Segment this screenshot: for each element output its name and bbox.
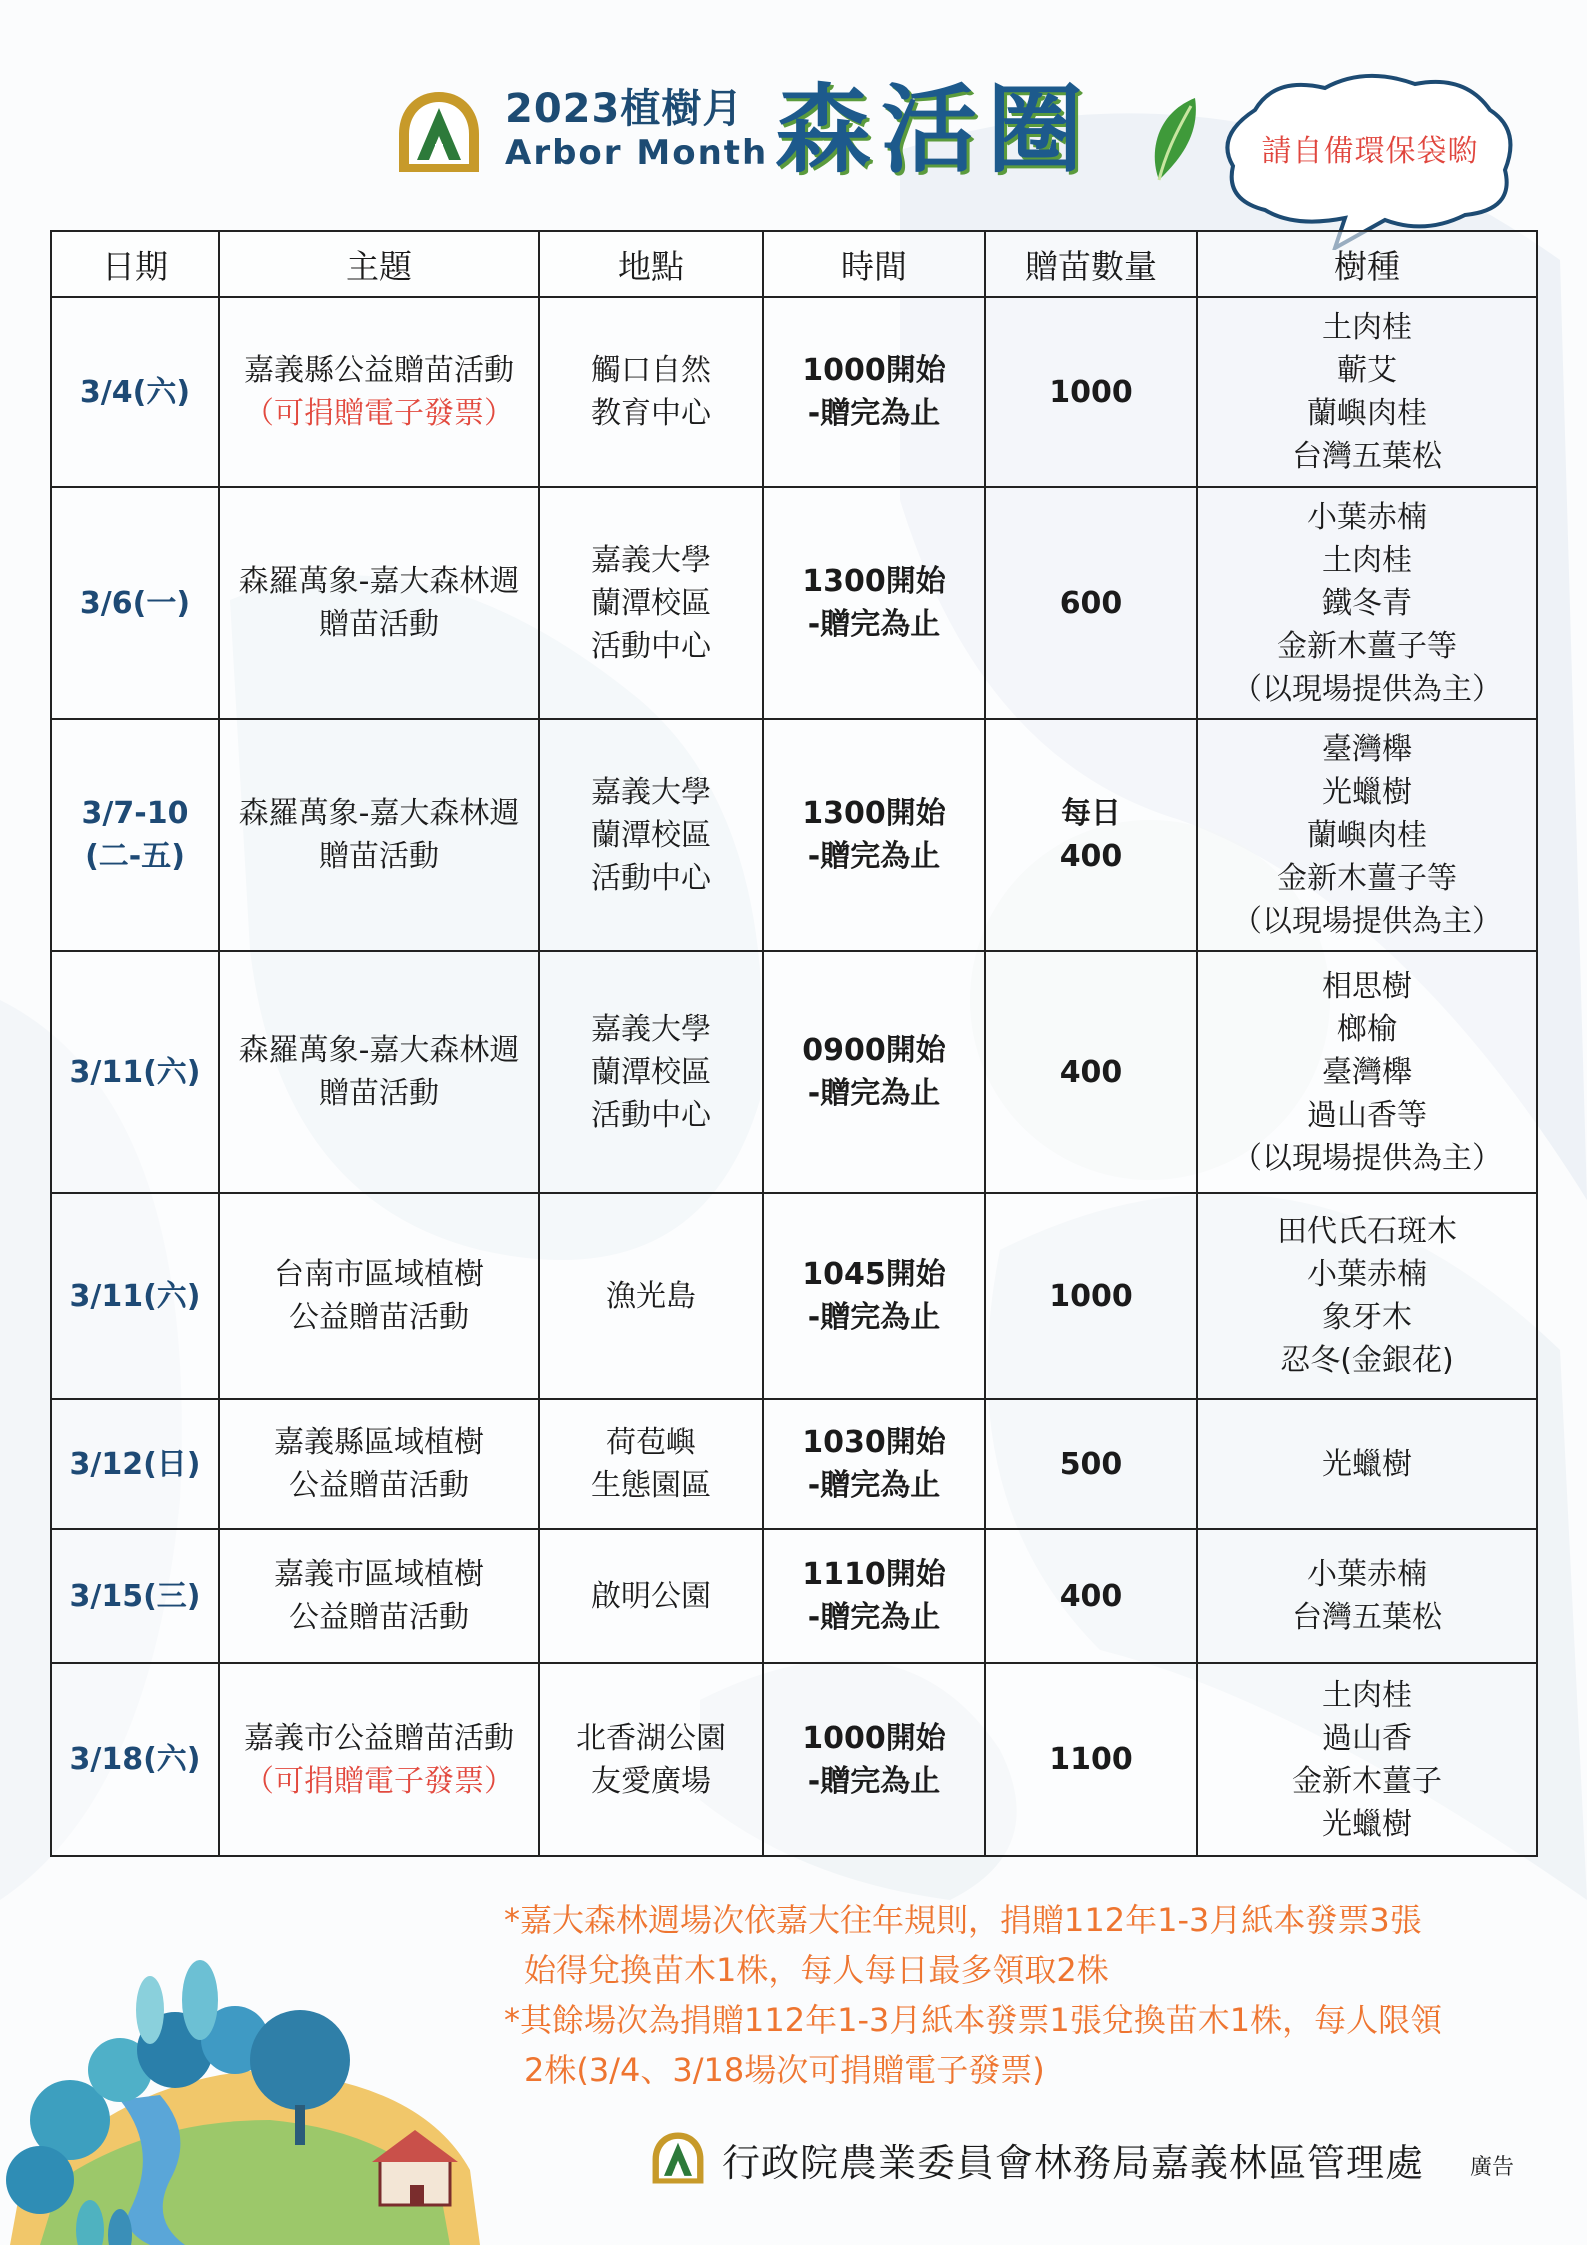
quantity-cell [985, 1193, 1197, 1399]
table-row [51, 487, 1537, 719]
theme-cell-line: 贈苗活動 [319, 607, 439, 642]
year-title: 2023植樹月 [505, 86, 744, 132]
species-cell-line: 台灣五葉松 [1292, 1600, 1442, 1635]
species-cell-line: 土肉桂 [1322, 542, 1412, 578]
theme-cell [219, 1529, 539, 1663]
species-cell [1197, 1663, 1537, 1856]
place-cell [539, 1529, 763, 1663]
time-cell [763, 1193, 985, 1399]
quantity-cell [985, 1663, 1197, 1856]
place-cell [539, 487, 763, 719]
species-cell [1197, 487, 1537, 719]
quantity-cell-line: 500 [1059, 1446, 1123, 1482]
species-cell-line: （以現場提供為主） [1232, 1140, 1502, 1176]
theme-cell [219, 1663, 539, 1856]
date-cell [51, 1399, 219, 1529]
col-header-date: 日期 [51, 231, 219, 297]
quantity-cell [985, 297, 1197, 487]
species-cell [1197, 719, 1537, 951]
date-cell [51, 719, 219, 951]
time-cell [763, 297, 985, 487]
time-cell-line: -贈完為止 [807, 607, 941, 642]
table-row [51, 1663, 1537, 1856]
theme-cell-line: 贈苗活動 [319, 839, 439, 874]
place-cell-line: 教育中心 [591, 396, 711, 431]
time-cell-line: 1110開始 [802, 1557, 946, 1592]
date-cell-line: 3/6(一) [79, 585, 191, 621]
place-cell-line: 啟明公園 [591, 1578, 711, 1614]
date-cell [51, 1529, 219, 1663]
time-cell-line: -贈完為止 [807, 396, 941, 431]
forest-illustration [0, 1930, 500, 2245]
date-cell [51, 487, 219, 719]
time-cell-line: 1030開始 [802, 1425, 946, 1460]
species-cell-line: 蘄艾 [1337, 353, 1397, 388]
species-cell-line: 金新木薑子等 [1277, 628, 1457, 664]
species-cell-line: 土肉桂 [1322, 310, 1412, 345]
place-cell-line: 北香湖公園 [576, 1720, 726, 1756]
species-cell-line: 田代氏石斑木 [1277, 1214, 1457, 1249]
english-title: Arbor Month [505, 133, 769, 173]
quantity-cell-line: 400 [1059, 1054, 1123, 1090]
theme-cell-line: 森羅萬象-嘉大森林週 [238, 796, 520, 831]
col-header-time: 時間 [763, 231, 985, 297]
bubble-text: 請自備環保袋喲 [1261, 134, 1479, 169]
table-row [51, 297, 1537, 487]
species-cell-line: （以現場提供為主） [1232, 903, 1502, 939]
quantity-cell-line: 1000 [1049, 374, 1133, 410]
species-cell-line: 金新木薑子等 [1277, 860, 1457, 896]
species-cell-line: 小葉赤楠 [1307, 1557, 1427, 1592]
main-title: 森活圈 [775, 74, 1093, 186]
forestry-logo-icon [650, 2130, 706, 2186]
time-cell-line: 1300開始 [802, 564, 946, 599]
quantity-cell-line: 600 [1059, 585, 1123, 621]
table-row [51, 719, 1537, 951]
species-cell [1197, 297, 1537, 487]
species-cell-line: 蘭嶼肉桂 [1307, 396, 1427, 431]
time-cell-line: -贈完為止 [807, 1468, 941, 1503]
quantity-cell-line: 每日 [1061, 796, 1121, 831]
date-cell [51, 297, 219, 487]
time-cell-line: 1000開始 [802, 353, 946, 388]
quantity-cell-line: 400 [1059, 839, 1123, 874]
species-cell-line: 金新木薑子 [1292, 1763, 1442, 1799]
place-cell [539, 719, 763, 951]
theme-cell [219, 487, 539, 719]
place-cell [539, 1663, 763, 1856]
footnote-2-line-1: *其餘場次為捐贈112年1-3月紙本發票1張兌換苗木1株，每人限領 [504, 2001, 1443, 2039]
footer [650, 2124, 1550, 2194]
theme-cell-line: 公益贈苗活動 [289, 1468, 469, 1503]
col-header-place: 地點 [539, 231, 763, 297]
species-cell-line: 臺灣櫸 [1322, 731, 1412, 767]
place-cell-line: 荷苞嶼 [606, 1425, 696, 1460]
date-cell-line: 3/7-10 [81, 796, 189, 831]
theme-cell-line: 公益贈苗活動 [289, 1300, 469, 1335]
time-cell-line: -贈完為止 [807, 1076, 941, 1111]
e-invoice-note: （可捐贈電子發票） [244, 1763, 514, 1799]
time-cell [763, 1399, 985, 1529]
place-cell-line: 友愛廣場 [591, 1763, 711, 1799]
time-cell-line: -贈完為止 [807, 1600, 941, 1635]
species-cell-line: 忍冬(金銀花) [1280, 1343, 1454, 1378]
place-cell [539, 297, 763, 487]
footnotes [504, 1895, 1564, 2095]
place-cell [539, 1399, 763, 1529]
species-cell-line: 榔榆 [1337, 1011, 1397, 1047]
footnote-2-line-2: 2株(3/4、3/18場次可捐贈電子發票) [524, 2051, 1045, 2089]
e-invoice-note: （可捐贈電子發票） [244, 396, 514, 431]
date-cell-line: (二-五) [85, 839, 185, 874]
time-cell-line: 0900開始 [802, 1033, 946, 1068]
species-cell [1197, 951, 1537, 1193]
col-header-species: 樹種 [1197, 231, 1537, 297]
date-cell-line: 3/11(六) [69, 1278, 201, 1314]
quantity-cell-line: 400 [1059, 1578, 1123, 1614]
footnote-1-line-1: *嘉大森林週場次依嘉大往年規則，捐贈112年1-3月紙本發票3張 [504, 1901, 1422, 1939]
date-cell-line: 3/11(六) [69, 1054, 201, 1090]
col-header-theme: 主題 [219, 231, 539, 297]
theme-cell-line: 嘉義市區域植樹 [274, 1557, 484, 1592]
species-cell-line: 光蠟樹 [1322, 774, 1412, 810]
species-cell-line: 相思樹 [1322, 968, 1412, 1004]
theme-cell-line: 嘉義縣公益贈苗活動 [244, 353, 514, 388]
footnote-1-line-2: 始得兌換苗木1株，每人每日最多領取2株 [524, 1951, 1109, 1989]
table-header-row [51, 231, 1537, 297]
theme-cell [219, 297, 539, 487]
date-cell-line: 3/12(日) [69, 1446, 201, 1482]
date-cell-line: 3/4(六) [79, 374, 191, 410]
date-cell [51, 951, 219, 1193]
place-cell-line: 嘉義大學 [591, 1011, 711, 1047]
schedule-table [50, 230, 1538, 1857]
time-cell-line: -贈完為止 [807, 839, 941, 874]
table-row [51, 1193, 1537, 1399]
table-row [51, 1399, 1537, 1529]
species-cell-line: 台灣五葉松 [1292, 439, 1442, 474]
species-cell-line: 鐵冬青 [1322, 585, 1412, 621]
quantity-cell [985, 1399, 1197, 1529]
species-cell-line: 光蠟樹 [1322, 1806, 1412, 1842]
species-cell-line: 過山香等 [1307, 1097, 1427, 1133]
time-cell [763, 951, 985, 1193]
time-cell-line: 1045開始 [802, 1257, 946, 1292]
theme-cell [219, 951, 539, 1193]
theme-cell-line: 森羅萬象-嘉大森林週 [238, 1033, 520, 1068]
time-cell-line: 1000開始 [802, 1720, 946, 1756]
species-cell-line: 光蠟樹 [1322, 1446, 1412, 1482]
theme-cell-line: 嘉義縣區域植樹 [274, 1425, 484, 1460]
leaf-icon [1145, 94, 1205, 186]
species-cell-line: 蘭嶼肉桂 [1307, 817, 1427, 853]
species-cell-line: 土肉桂 [1322, 1677, 1412, 1713]
time-cell [763, 487, 985, 719]
place-cell-line: 蘭潭校區 [591, 817, 711, 853]
theme-cell-line: 嘉義市公益贈苗活動 [244, 1720, 514, 1756]
date-cell [51, 1663, 219, 1856]
place-cell-line: 生態園區 [591, 1468, 711, 1503]
time-cell [763, 1663, 985, 1856]
species-cell-line: 臺灣櫸 [1322, 1054, 1412, 1090]
ad-label: 廣告 [1470, 2155, 1515, 2180]
quantity-cell [985, 1529, 1197, 1663]
quantity-cell [985, 719, 1197, 951]
theme-cell [219, 719, 539, 951]
place-cell [539, 951, 763, 1193]
place-cell-line: 嘉義大學 [591, 774, 711, 810]
place-cell-line: 活動中心 [591, 1097, 711, 1133]
table-row [51, 951, 1537, 1193]
species-cell [1197, 1399, 1537, 1529]
time-cell-line: -贈完為止 [807, 1763, 941, 1799]
col-header-quantity: 贈苗數量 [985, 231, 1197, 297]
header [395, 70, 1515, 190]
species-cell-line: 小葉赤楠 [1307, 499, 1427, 535]
place-cell-line: 嘉義大學 [591, 542, 711, 578]
time-cell [763, 1529, 985, 1663]
theme-cell [219, 1193, 539, 1399]
quantity-cell-line: 1100 [1049, 1742, 1133, 1777]
time-cell-line: 1300開始 [802, 796, 946, 831]
organization-name: 行政院農業委員會林務局嘉義林區管理處 [722, 2141, 1425, 2185]
date-cell-line: 3/15(三) [69, 1578, 201, 1614]
species-cell-line: 小葉赤楠 [1307, 1257, 1427, 1292]
species-cell-line: 過山香 [1322, 1720, 1412, 1756]
theme-cell [219, 1399, 539, 1529]
species-cell [1197, 1529, 1537, 1663]
time-cell [763, 719, 985, 951]
place-cell-line: 蘭潭校區 [591, 585, 711, 621]
place-cell-line: 觸口自然 [591, 353, 711, 388]
species-cell-line: 象牙木 [1322, 1300, 1412, 1335]
theme-cell-line: 森羅萬象-嘉大森林週 [238, 564, 520, 599]
quantity-cell-line: 1000 [1049, 1278, 1133, 1314]
species-cell [1197, 1193, 1537, 1399]
date-cell-line: 3/18(六) [69, 1742, 201, 1777]
place-cell [539, 1193, 763, 1399]
date-cell [51, 1193, 219, 1399]
place-cell-line: 活動中心 [591, 628, 711, 664]
table-row [51, 1529, 1537, 1663]
forestry-logo-icon [395, 88, 483, 176]
theme-cell-line: 贈苗活動 [319, 1076, 439, 1111]
place-cell-line: 蘭潭校區 [591, 1054, 711, 1090]
quantity-cell [985, 487, 1197, 719]
species-cell-line: （以現場提供為主） [1232, 671, 1502, 707]
theme-cell-line: 台南市區域植樹 [274, 1257, 484, 1292]
quantity-cell [985, 951, 1197, 1193]
place-cell-line: 活動中心 [591, 860, 711, 896]
place-cell-line: 漁光島 [606, 1278, 696, 1314]
time-cell-line: -贈完為止 [807, 1300, 941, 1335]
theme-cell-line: 公益贈苗活動 [289, 1600, 469, 1635]
